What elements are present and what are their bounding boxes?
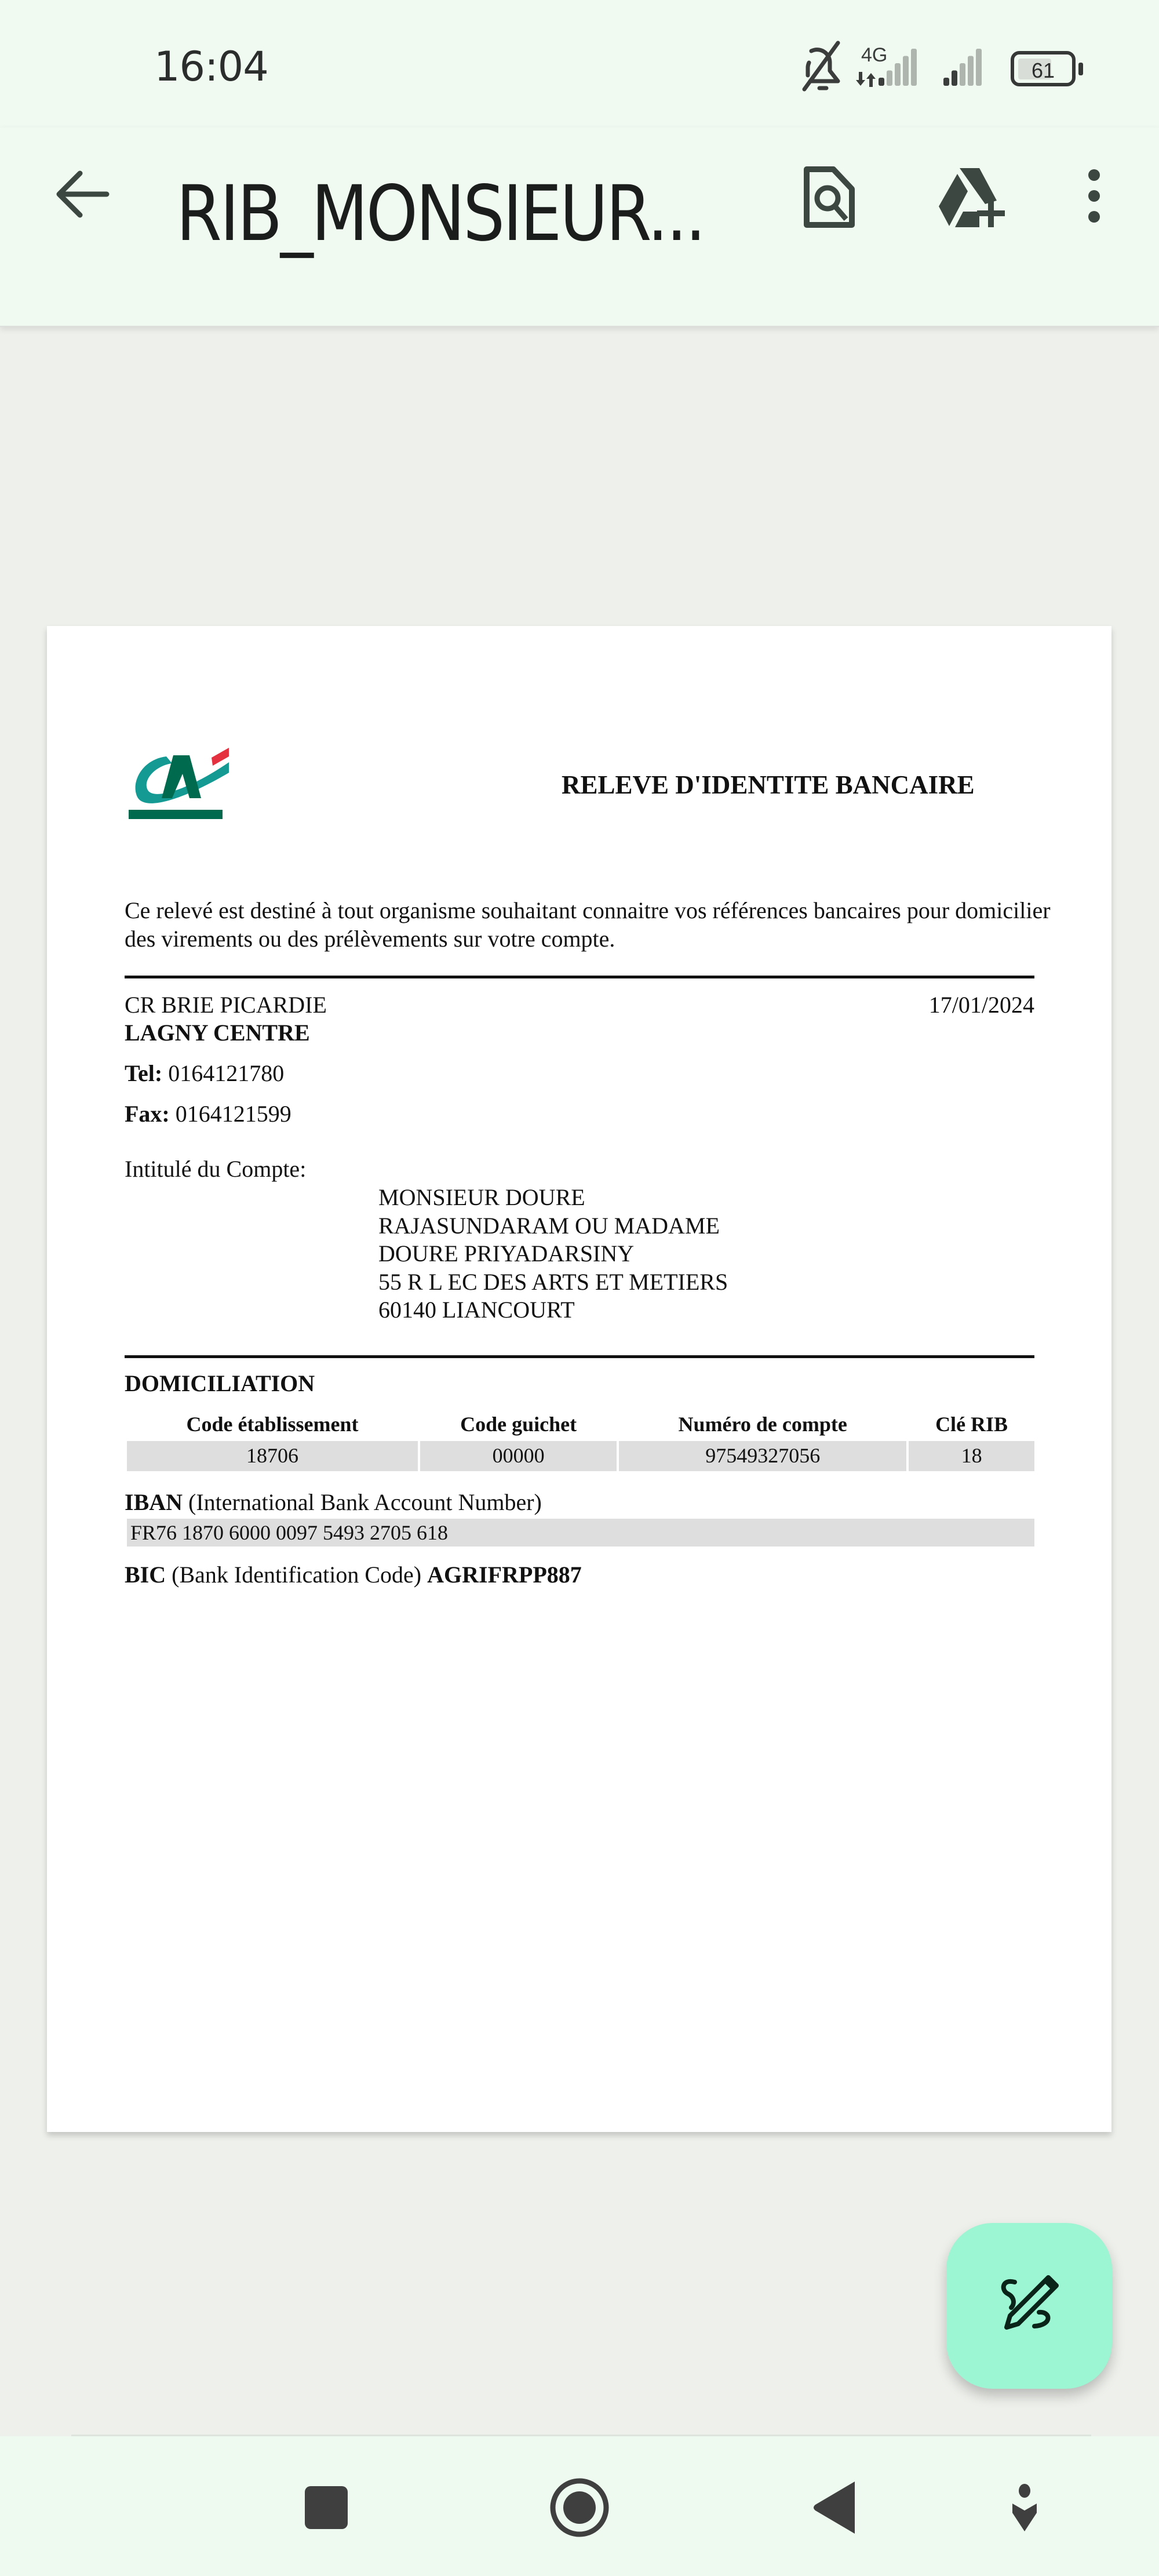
accessibility-button[interactable]: [993, 2476, 1056, 2539]
navigation-bar: [0, 2436, 1159, 2576]
iban-label: IBAN: [125, 1489, 183, 1515]
holder-line: 55 R L EC DES ARTS ET METIERS: [378, 1268, 728, 1295]
branch-code-value: 00000: [420, 1441, 617, 1471]
domiciliation-heading: DOMICILIATION: [125, 1370, 315, 1396]
draw-signature-icon: [997, 2274, 1061, 2338]
account-number-value: 97549327056: [619, 1441, 906, 1471]
battery-level: 61: [1031, 59, 1055, 82]
col-header-rib-key: Clé RIB: [935, 1413, 1008, 1436]
network-type-label: 4G: [861, 44, 888, 66]
document-heading: RELEVE D'IDENTITE BANCAIRE: [562, 770, 975, 799]
bic-value: AGRIFRPP887: [427, 1562, 582, 1588]
back-triangle-icon: [803, 2476, 866, 2539]
signal-bar: [887, 71, 892, 86]
account-holder: [378, 1184, 728, 1325]
rib-table: [125, 1410, 1037, 1471]
document-date: 17/01/2024: [928, 992, 1034, 1018]
notifications-off-icon: [804, 43, 838, 89]
back-button[interactable]: [52, 162, 116, 226]
bic-description: (Bank Identification Code): [172, 1562, 422, 1588]
data-arrows-icon: [856, 72, 876, 87]
holder-line: 60140 LIANCOURT: [378, 1297, 575, 1323]
home-button[interactable]: [548, 2476, 611, 2539]
tel-label: Tel:: [125, 1060, 163, 1086]
iban-label-line: [125, 1489, 542, 1516]
more-options-button[interactable]: [1059, 162, 1129, 232]
account-title-label: Intitulé du Compte:: [125, 1156, 307, 1182]
accessibility-icon: [993, 2476, 1056, 2539]
recents-button[interactable]: [294, 2476, 358, 2539]
bic-label: BIC: [125, 1562, 166, 1588]
signal-icon: [943, 49, 982, 86]
intro-text: Ce relevé est destiné à tout organisme souhaitant connaitre vos références bancaires pour domicilier des virements ou des prélèvements sur votre compte.: [125, 897, 1051, 952]
divider: [125, 1355, 1034, 1358]
recents-square-icon: [294, 2476, 358, 2539]
col-header-bank-code: Code établissement: [186, 1413, 359, 1436]
telephone-line: [125, 1060, 284, 1087]
home-circle-icon: [548, 2476, 611, 2539]
back-arrow-icon: [52, 162, 116, 226]
tel-value: 0164121780: [168, 1060, 285, 1086]
signal-bar: [895, 63, 901, 86]
fax-line: [125, 1100, 291, 1127]
system-back-button[interactable]: [803, 2476, 866, 2539]
find-in-document-button[interactable]: [794, 162, 863, 232]
signal-bar: [911, 49, 917, 86]
signal-bar: [879, 78, 884, 86]
fax-label: Fax:: [125, 1101, 170, 1127]
more-vert-icon: [1059, 162, 1129, 232]
credit-agricole-logo: [125, 745, 232, 820]
table-row: [127, 1441, 1034, 1471]
app-bar: [0, 128, 1159, 327]
document-title: RIB_MONSIEUR...: [176, 169, 705, 259]
signal-bar: [976, 49, 982, 86]
signal-bar: [960, 63, 965, 86]
holder-line: MONSIEUR DOURE: [378, 1184, 585, 1210]
fax-value: 0164121599: [175, 1101, 291, 1127]
bic-line: [125, 1561, 582, 1588]
annotate-fab[interactable]: [946, 2223, 1112, 2389]
col-header-account-number: Numéro de compte: [678, 1413, 847, 1436]
signal-bar: [903, 56, 909, 86]
holder-line: DOURE PRIYADARSINY: [378, 1240, 635, 1267]
status-time: 16:04: [154, 43, 268, 90]
iban-value: FR76 1870 6000 0097 5493 2705 618: [127, 1519, 1034, 1547]
status-icons: [794, 38, 1095, 96]
drive-add-icon: [934, 162, 1009, 232]
divider: [125, 976, 1034, 978]
bank-code-value: 18706: [127, 1441, 418, 1471]
signal-bar: [943, 78, 949, 86]
rib-key-value: 18: [909, 1441, 1034, 1471]
col-header-branch-code: Code guichet: [460, 1413, 577, 1436]
signal-bar: [968, 56, 974, 86]
branch-name: LAGNY CENTRE: [125, 1020, 310, 1046]
battery-icon: [1012, 53, 1083, 85]
holder-line: RAJASUNDARAM OU MADAME: [378, 1212, 720, 1239]
iban-description: (International Bank Account Number): [188, 1489, 542, 1515]
save-to-drive-button[interactable]: [934, 162, 1004, 232]
status-bar: [0, 0, 1159, 128]
signal-bar: [952, 71, 957, 86]
document-page: [47, 626, 1111, 2132]
document-search-icon: [794, 162, 863, 232]
bank-name: CR BRIE PICARDIE: [125, 992, 327, 1018]
